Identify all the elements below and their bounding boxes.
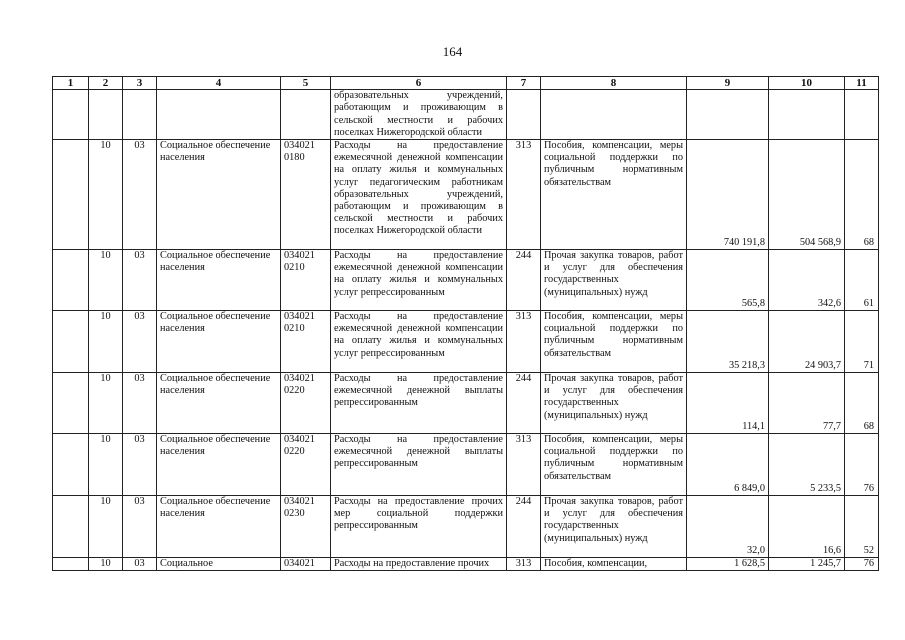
table-cell-section: 10 — [89, 250, 123, 311]
table-cell-name: Социальное обеспечение населения — [157, 373, 281, 434]
table-cell-code: 034021 — [281, 558, 331, 571]
table-cell-executed: 5 233,5 — [769, 434, 845, 496]
table-cell-section: 10 — [89, 558, 123, 571]
table-cell-percent: 76 — [845, 434, 879, 496]
budget-table — [52, 76, 879, 571]
table-row — [53, 373, 879, 434]
table-cell-section: 10 — [89, 434, 123, 496]
table-cell-subsection: 03 — [123, 140, 157, 250]
table-cell-type: 313 — [507, 140, 541, 250]
header-cell: 8 — [541, 77, 687, 90]
table-cell-empty — [53, 496, 89, 558]
header-cell: 3 — [123, 77, 157, 90]
table-cell-executed: 342,6 — [769, 250, 845, 311]
header-cell: 2 — [89, 77, 123, 90]
table-cell-description: Расходы на предоставление ежемесячной денежной компенсации на оплату жилья и коммунальных услуг педагогическим работникам образовательных учреждений, работающим и проживающим в сельской местности и рабочих поселках Нижегородской области — [331, 140, 507, 250]
table-cell-code: 034021 0210 — [281, 250, 331, 311]
table-cell-section: 10 — [89, 496, 123, 558]
table-cell-code: 034021 0220 — [281, 373, 331, 434]
table-cell-planned: 6 849,0 — [687, 434, 769, 496]
table-row — [53, 311, 879, 373]
table-cell-name: Социальное обеспечение населения — [157, 496, 281, 558]
header-cell: 11 — [845, 77, 879, 90]
table-cell-percent: 61 — [845, 250, 879, 311]
table-cell-executed: 24 903,7 — [769, 311, 845, 373]
table-cell-code: 034021 0220 — [281, 434, 331, 496]
table-cell-empty — [53, 311, 89, 373]
table-cell-type: 313 — [507, 311, 541, 373]
page-number: 164 — [442, 44, 463, 59]
header-cell: 1 — [53, 77, 89, 90]
table-cell-empty — [53, 434, 89, 496]
header-cell: 7 — [507, 77, 541, 90]
table-cell-executed: 1 245,7 — [769, 558, 845, 571]
table-cell-type: 244 — [507, 373, 541, 434]
table-cell-name: Социальное обеспечение населения — [157, 250, 281, 311]
table-cell-name: Социальное обеспечение населения — [157, 434, 281, 496]
table-cell-section: 10 — [89, 311, 123, 373]
table-cell-executed: 77,7 — [769, 373, 845, 434]
header-row — [53, 77, 879, 90]
table-cell-expense-type: Пособия, компенсации, меры социальной поддержки по публичным нормативным обязательствам — [541, 311, 687, 373]
table-cell-description: Расходы на предоставление ежемесячной денежной компенсации на оплату жилья и коммунальных услуг репрессированным — [331, 250, 507, 311]
table-row-continuation — [53, 90, 879, 140]
table-cell-subsection: 03 — [123, 434, 157, 496]
header-cell: 4 — [157, 77, 281, 90]
table-cell-description: образовательных учреждений, работающим и проживающим в сельской местности и рабочих поселках Нижегородской области — [331, 90, 507, 140]
table-row — [53, 250, 879, 311]
table-cell-expense-type: Прочая закупка товаров, работ и услуг для обеспечения государственных (муниципальных) нужд — [541, 496, 687, 558]
table-cell-description: Расходы на предоставление ежемесячной денежной выплаты репрессированным — [331, 373, 507, 434]
header-cell: 10 — [769, 77, 845, 90]
table-cell-description: Расходы на предоставление ежемесячной денежной компенсации на оплату жилья и коммунальных услуг репрессированным — [331, 311, 507, 373]
table-cell-expense-type: Пособия, компенсации, — [541, 558, 687, 571]
table-row — [53, 558, 879, 571]
table-cell-name: Социальное обеспечение населения — [157, 311, 281, 373]
table-cell-percent: 68 — [845, 140, 879, 250]
table-cell-planned: 114,1 — [687, 373, 769, 434]
table-row — [53, 434, 879, 496]
table-cell-percent: 68 — [845, 373, 879, 434]
table-cell-planned: 32,0 — [687, 496, 769, 558]
table-cell-planned: 740 191,8 — [687, 140, 769, 250]
table-cell-name: Социальное обеспечение населения — [157, 140, 281, 250]
table-cell-code: 034021 0210 — [281, 311, 331, 373]
table-cell-section: 10 — [89, 140, 123, 250]
table-cell-subsection: 03 — [123, 250, 157, 311]
table-cell-empty — [53, 250, 89, 311]
table-cell-subsection: 03 — [123, 496, 157, 558]
table-cell-type: 244 — [507, 250, 541, 311]
table-cell-percent: 52 — [845, 496, 879, 558]
table-cell-subsection: 03 — [123, 558, 157, 571]
table-row — [53, 140, 879, 250]
table-cell-planned: 1 628,5 — [687, 558, 769, 571]
table-cell-description: Расходы на предоставление прочих — [331, 558, 507, 571]
table-cell-code: 034021 0230 — [281, 496, 331, 558]
header-cell: 5 — [281, 77, 331, 90]
table-cell-empty — [53, 373, 89, 434]
table-cell-subsection: 03 — [123, 311, 157, 373]
table-cell-description: Расходы на предоставление ежемесячной денежной выплаты репрессированным — [331, 434, 507, 496]
table-cell-expense-type: Пособия, компенсации, меры социальной поддержки по публичным нормативным обязательствам — [541, 140, 687, 250]
table-cell-code: 034021 0180 — [281, 140, 331, 250]
table-cell-name: Социальное — [157, 558, 281, 571]
table-cell-expense-type: Прочая закупка товаров, работ и услуг для обеспечения государственных (муниципальных) нужд — [541, 250, 687, 311]
header-cell: 9 — [687, 77, 769, 90]
table-cell-subsection: 03 — [123, 373, 157, 434]
table-cell-type: 313 — [507, 434, 541, 496]
header-cell: 6 — [331, 77, 507, 90]
table-cell-description: Расходы на предоставление прочих мер социальной поддержки репрессированным — [331, 496, 507, 558]
table-row — [53, 496, 879, 558]
table-cell-percent: 71 — [845, 311, 879, 373]
table-cell-expense-type: Прочая закупка товаров, работ и услуг для обеспечения государственных (муниципальных) нужд — [541, 373, 687, 434]
table-cell-percent: 76 — [845, 558, 879, 571]
table-cell-type: 244 — [507, 496, 541, 558]
table-cell-planned: 565,8 — [687, 250, 769, 311]
table-cell-executed: 16,6 — [769, 496, 845, 558]
table-cell-empty — [53, 558, 89, 571]
table-cell-type: 313 — [507, 558, 541, 571]
table-cell-planned: 35 218,3 — [687, 311, 769, 373]
table-cell-empty — [53, 140, 89, 250]
table-cell-expense-type: Пособия, компенсации, меры социальной поддержки по публичным нормативным обязательствам — [541, 434, 687, 496]
table-cell-section: 10 — [89, 373, 123, 434]
table-cell-executed: 504 568,9 — [769, 140, 845, 250]
